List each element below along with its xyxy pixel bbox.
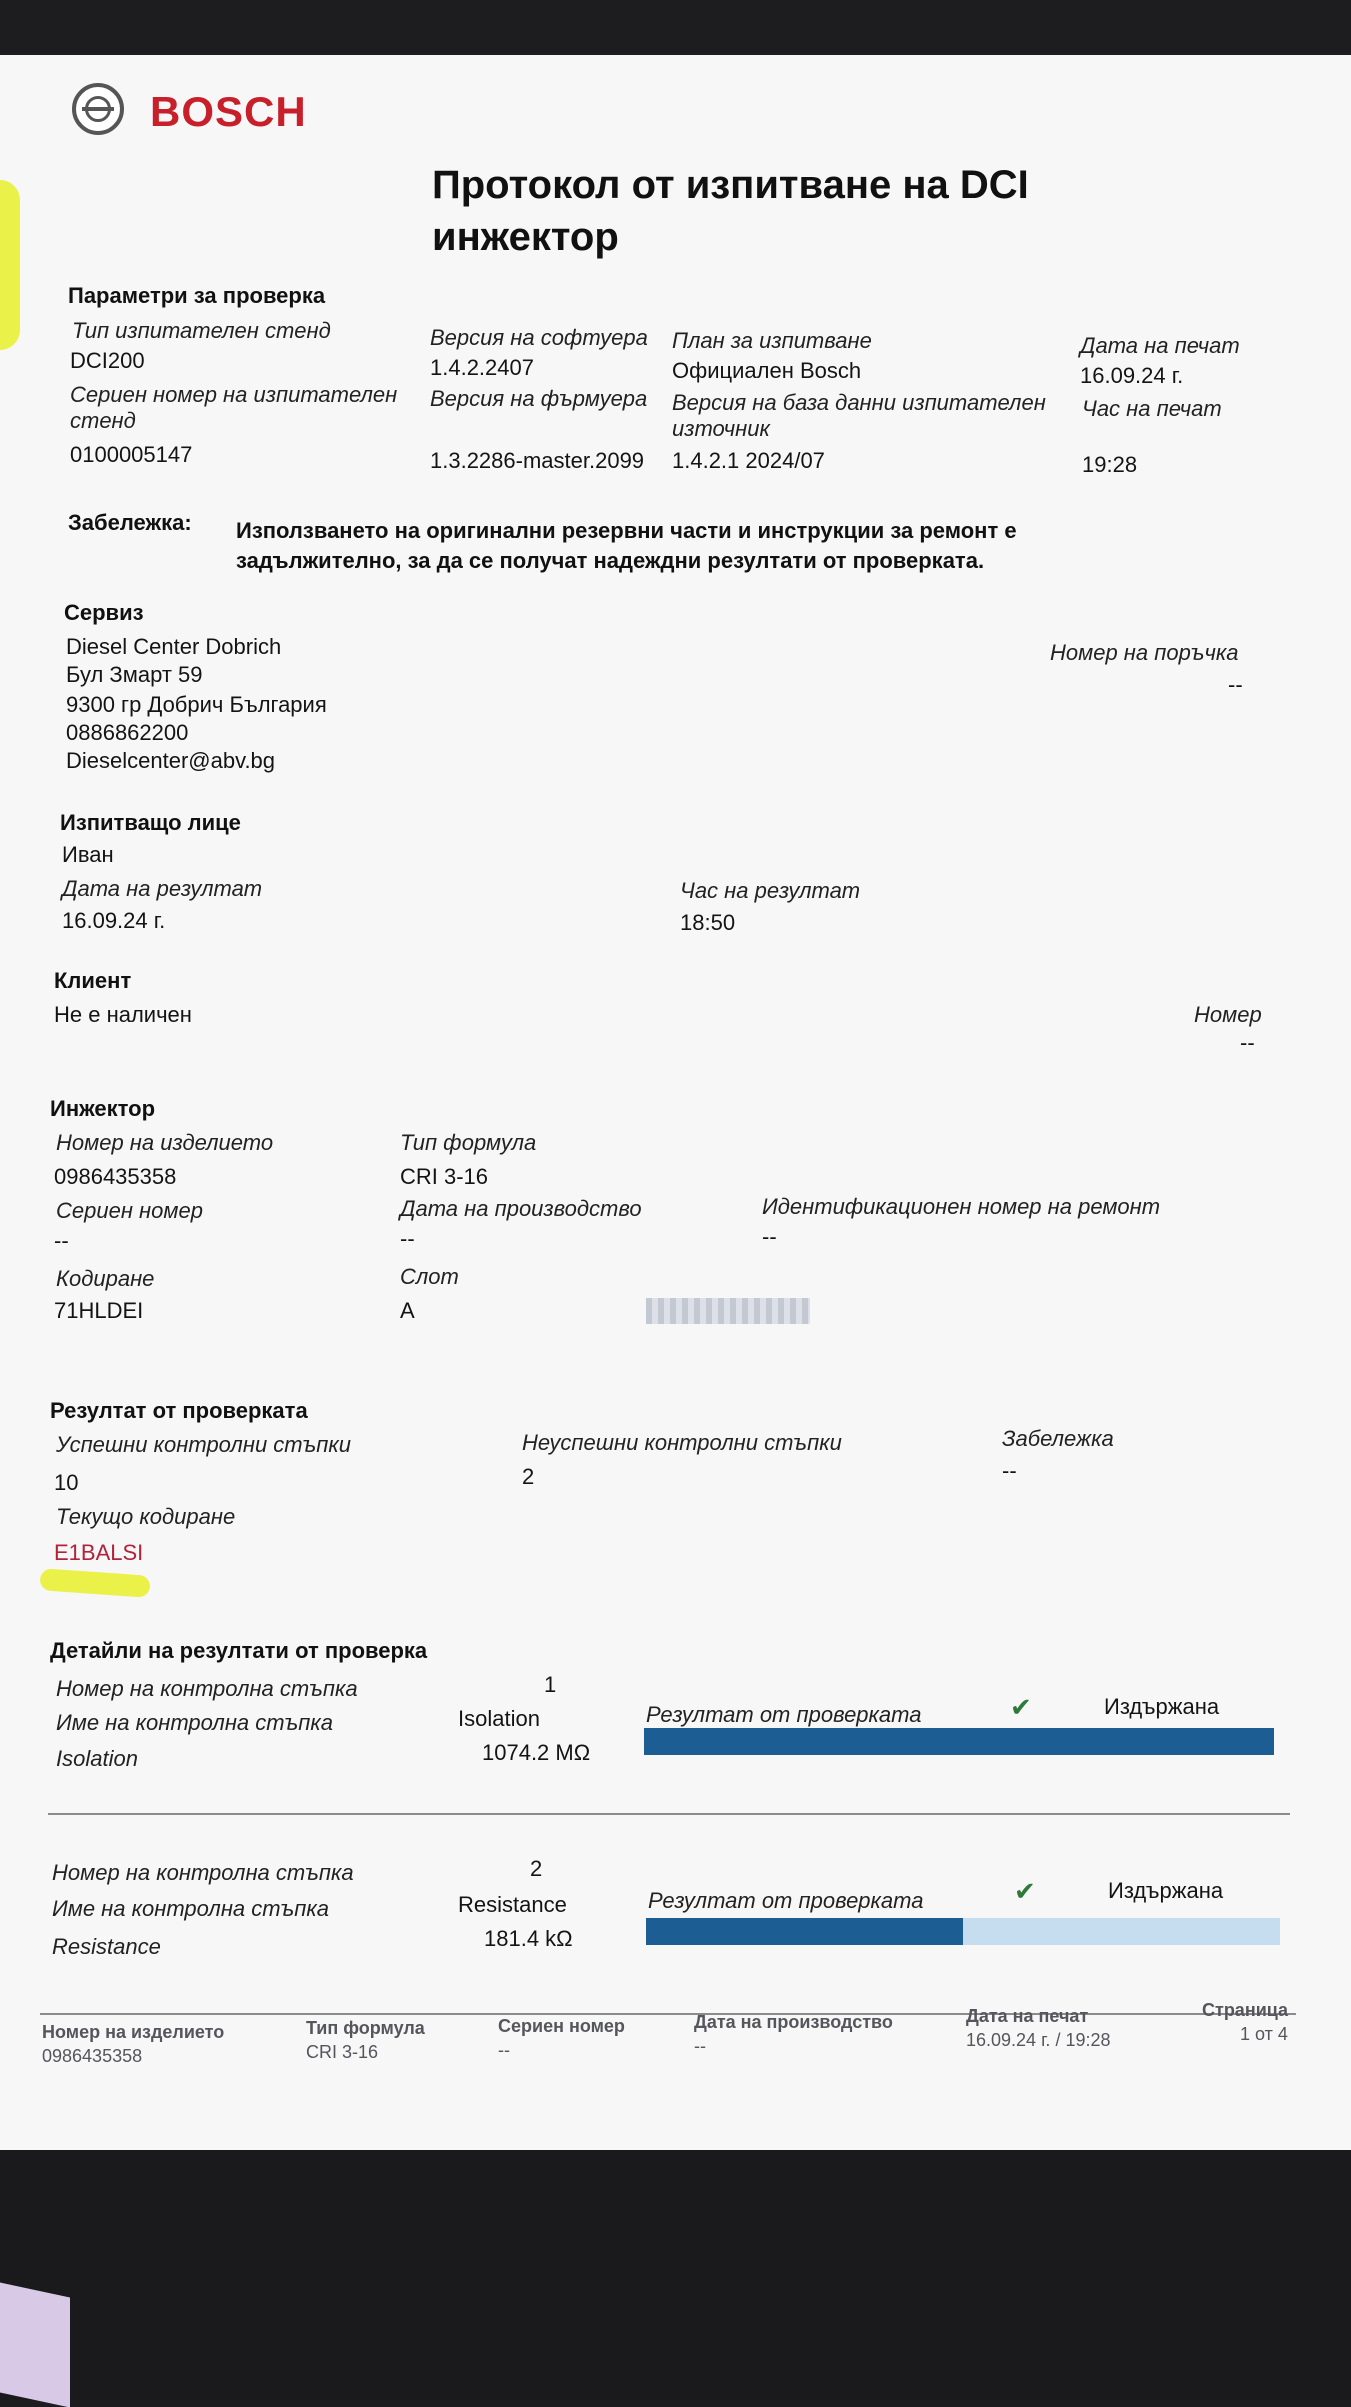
production-date-label: Дата на производство [400, 1196, 642, 1221]
part-number-label: Номер на изделието [56, 1130, 274, 1155]
check-icon: ✔ [1014, 1876, 1036, 1906]
coding-label: Кодиране [56, 1266, 155, 1291]
tester-name: Иван [62, 842, 114, 867]
injector-serial-value: -- [54, 1228, 69, 1253]
brand-logo: BOSCH [150, 88, 307, 135]
slot-value: A [400, 1298, 415, 1323]
client-value: Не е наличен [54, 1002, 192, 1027]
production-date-value: -- [400, 1226, 415, 1251]
background-table [0, 2150, 1351, 2400]
bench-serial-label-2: стенд [70, 408, 136, 433]
result-remark-label: Забележка [1002, 1426, 1114, 1451]
step-name-label: Име на контролна стъпка [52, 1896, 329, 1921]
success-steps-value: 10 [54, 1470, 79, 1495]
step-result-bar [646, 1918, 1280, 1945]
result-remark-value: -- [1002, 1458, 1017, 1483]
note-text-line2: задължително, за да се получат надеждни резултати от проверката. [236, 548, 985, 573]
firmware-value: 1.3.2286-master.2099 [430, 448, 645, 473]
plan-value: Официален Bosch [672, 358, 862, 383]
footer-page-value: 1 от 4 [1240, 2024, 1288, 2044]
step-result-bar-fill [644, 1728, 1274, 1755]
bench-serial-label: Сериен номер на изпитателен [70, 382, 398, 407]
step-name-value: Resistance [458, 1892, 567, 1917]
footer-formula-label: Тип формула [306, 2018, 425, 2038]
current-coding-label: Текущо кодиране [56, 1504, 236, 1529]
step-number-value: 1 [544, 1672, 557, 1697]
failed-steps-value: 2 [522, 1464, 535, 1489]
step-name-value: Isolation [458, 1706, 540, 1731]
highlighter-mark [0, 180, 20, 350]
repair-id-value: -- [762, 1224, 777, 1249]
result-date-label: Дата на резултат [62, 876, 263, 901]
service-phone: 0886862200 [66, 720, 189, 745]
service-street: Бул Змарт 59 [66, 662, 203, 687]
db-value: 1.4.2.1 2024/07 [672, 448, 825, 473]
section-params-header: Параметри за проверка [68, 283, 326, 308]
note-text-line1: Използването на оригинални резервни части и инструкции за ремонт е [236, 518, 1017, 543]
bench-serial-value: 0100005147 [70, 442, 193, 467]
order-number-label: Номер на поръчка [1050, 640, 1239, 665]
coding-value: 71HLDEI [54, 1298, 144, 1323]
footer-divider [40, 2013, 1296, 2015]
print-time-label: Час на печат [1082, 396, 1222, 421]
result-date-value: 16.09.24 г. [62, 908, 166, 933]
section-tester-header: Изпитващо лице [60, 810, 241, 835]
footer-print-label: Дата на печат [966, 2006, 1089, 2026]
print-time-value: 19:28 [1082, 452, 1138, 477]
footer-page-label: Страница [1202, 2000, 1289, 2020]
injector-serial-label: Сериен номер [56, 1198, 203, 1223]
step-result-bar-fill [646, 1918, 963, 1945]
service-email: Dieselcenter@abv.bg [66, 748, 276, 773]
step-result-bar [644, 1728, 1274, 1755]
section-details-header: Детайли на резултати от проверка [50, 1638, 428, 1663]
footer-production-value: -- [694, 2036, 706, 2056]
client-number-label: Номер [1194, 1002, 1262, 1027]
footer-print-value: 16.09.24 г. / 19:28 [966, 2030, 1111, 2050]
bench-type-value: DCI200 [70, 348, 145, 373]
section-injector-header: Инжектор [50, 1096, 156, 1121]
step-measurement-value: 1074.2 MΩ [482, 1740, 591, 1765]
bosch-logo-icon [72, 83, 124, 135]
formula-value: CRI 3-16 [400, 1164, 489, 1189]
db-label-2: източник [672, 416, 770, 441]
firmware-label: Версия на фърмуера [430, 386, 648, 411]
result-time-label: Час на резултат [680, 878, 861, 903]
step-status: Издържана [1108, 1878, 1224, 1903]
footer-part-label: Номер на изделието [42, 2022, 225, 2042]
service-name: Diesel Center Dobrich [66, 634, 282, 659]
step-measurement-label: Resistance [52, 1934, 161, 1959]
failed-steps-label: Неуспешни контролни стъпки [522, 1430, 842, 1455]
step-result-label: Резултат от проверката [648, 1888, 924, 1913]
section-result-header: Резултат от проверката [50, 1398, 308, 1423]
software-label: Версия на софтуера [430, 325, 648, 350]
client-number-value: -- [1240, 1030, 1255, 1055]
order-number-value: -- [1228, 672, 1243, 697]
section-service-header: Сервиз [64, 600, 144, 625]
step-measurement-label: Isolation [56, 1746, 138, 1771]
step-number-value: 2 [530, 1856, 543, 1881]
footer-formula-value: CRI 3-16 [306, 2042, 379, 2062]
page-title-line2: инжектор [432, 215, 619, 259]
current-coding-value: E1BALSI [54, 1540, 144, 1565]
software-value: 1.4.2.2407 [430, 355, 534, 380]
service-city: 9300 гр Добрич България [66, 692, 327, 717]
background-sheet [0, 2283, 70, 2407]
check-icon: ✔ [1010, 1692, 1032, 1722]
step-result-label: Резултат от проверката [646, 1702, 922, 1727]
slot-label: Слот [400, 1264, 459, 1289]
note-label: Забележка: [68, 510, 192, 535]
step-number-label: Номер на контролна стъпка [56, 1676, 358, 1701]
result-time-value: 18:50 [680, 910, 736, 935]
footer-serial-label: Сериен номер [498, 2016, 625, 2036]
db-label: Версия на база данни изпитателен [672, 390, 1046, 415]
footer-production-label: Дата на производство [694, 2012, 893, 2032]
footer-serial-value: -- [498, 2040, 510, 2060]
plan-label: План за изпитване [672, 328, 872, 353]
step-status: Издържана [1104, 1694, 1220, 1719]
step-number-label: Номер на контролна стъпка [52, 1860, 354, 1885]
bench-type-label: Тип изпитателен стенд [72, 318, 331, 343]
section-client-header: Клиент [54, 968, 132, 993]
formula-label: Тип формула [400, 1130, 537, 1155]
print-date-label: Дата на печат [1080, 333, 1240, 358]
print-date-value: 16.09.24 г. [1080, 363, 1184, 388]
step-name-label: Име на контролна стъпка [56, 1710, 333, 1735]
success-steps-label: Успешни контролни стъпки [56, 1432, 352, 1457]
repair-id-label: Идентификационен номер на ремонт [762, 1194, 1161, 1219]
page-title: Протокол от изпитване на DCI [432, 163, 1029, 207]
divider [48, 1813, 1290, 1815]
step-measurement-value: 181.4 kΩ [484, 1926, 573, 1951]
footer-part-value: 0986435358 [42, 2046, 143, 2066]
part-number-value: 0986435358 [54, 1164, 177, 1189]
redacted-area [646, 1298, 810, 1324]
